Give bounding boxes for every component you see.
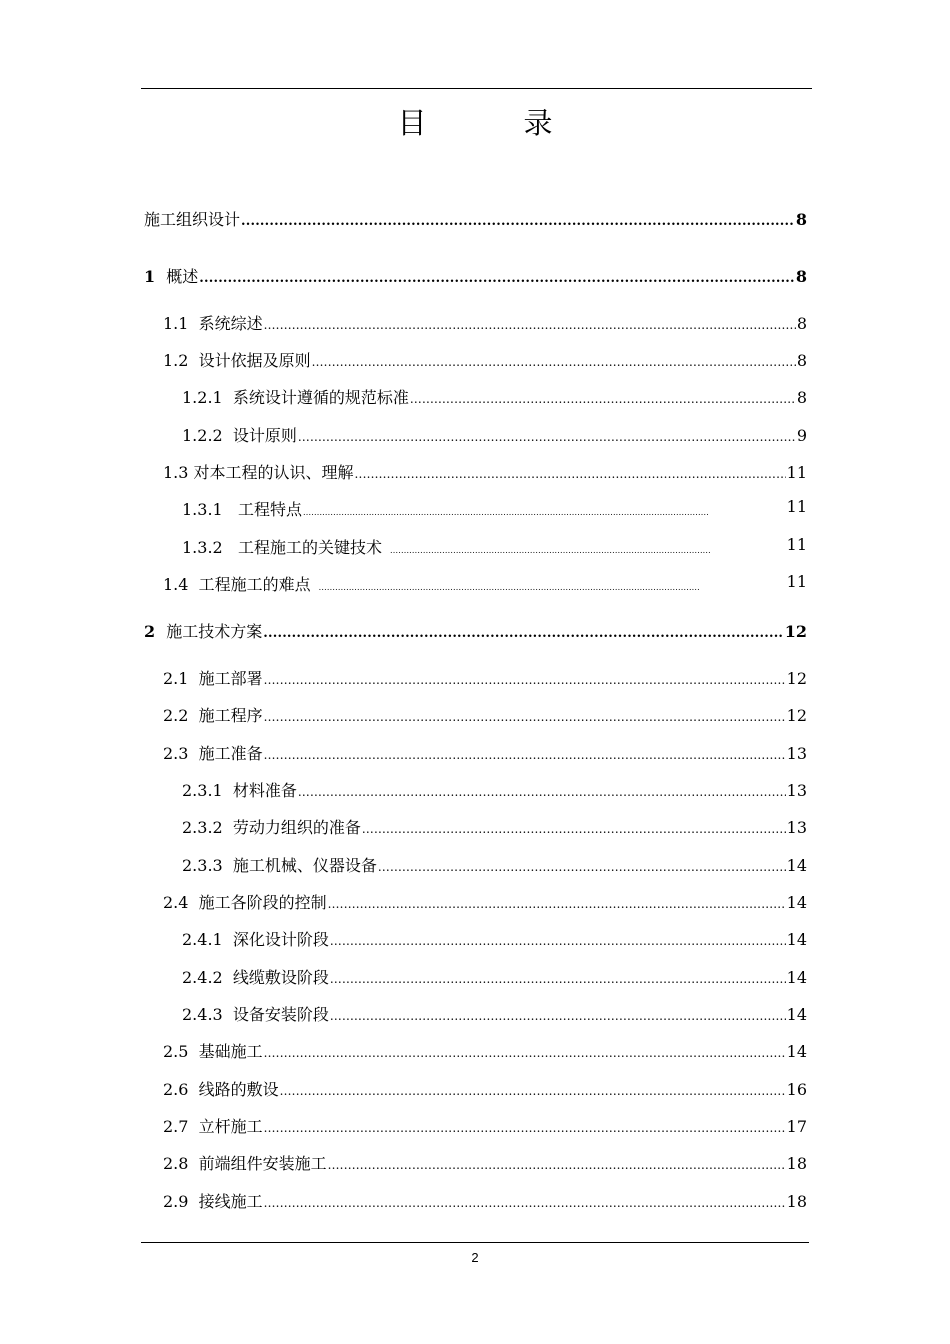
toc-entry-page: 18 (786, 1192, 807, 1211)
toc-entry-number: 2 (144, 622, 167, 641)
toc-entry[interactable] (163, 666, 807, 690)
toc-leader (264, 318, 796, 332)
toc-entry[interactable] (182, 927, 807, 951)
toc-entry[interactable] (182, 853, 807, 877)
toc-entry-label: 工程特点 (237, 500, 302, 519)
toc-entry-page: 9 (796, 426, 807, 445)
toc-entry-label: 系统设计遵循的规范标准 (232, 388, 409, 407)
toc-leader (330, 1009, 786, 1023)
toc-entry-page: 14 (786, 893, 807, 912)
toc-leader (303, 508, 708, 517)
toc-leader (264, 673, 786, 687)
toc-entry-number: 2.3.3 (182, 856, 233, 875)
toc-entry-page: 8 (796, 351, 807, 370)
toc-entry-number: 2.7 (163, 1117, 199, 1136)
toc-entry[interactable] (182, 778, 807, 802)
toc-entry-label: 施工机械、仪器设备 (232, 856, 377, 875)
toc-leader (390, 546, 710, 555)
toc-entry[interactable] (182, 1002, 807, 1026)
toc-entry-label: 设计依据及原则 (198, 351, 311, 370)
toc-entry-page: 8 (796, 388, 807, 407)
toc-entry-label: 施工部署 (198, 669, 263, 688)
toc-entry[interactable] (163, 348, 807, 372)
page-title: 目 录 (397, 106, 587, 140)
toc-entry-number: 2.5 (163, 1042, 199, 1061)
toc-entry[interactable] (163, 1039, 807, 1063)
toc-entry-label: 材料准备 (232, 781, 297, 800)
toc-entry-page: 8 (795, 210, 807, 229)
toc-entry-page: 11 (786, 497, 807, 516)
toc-entry-label: 前端组件安装施工 (198, 1154, 327, 1173)
toc-entry-number: 2.6 (163, 1080, 199, 1099)
toc-leader (319, 583, 699, 592)
toc-entry[interactable] (163, 311, 807, 335)
toc-entry[interactable] (144, 264, 807, 288)
toc-entry[interactable] (182, 423, 807, 447)
toc-leader (264, 1121, 786, 1135)
toc-entry-label: 接线施工 (198, 1192, 263, 1211)
toc-entry[interactable] (182, 965, 807, 989)
toc-entry[interactable] (163, 1151, 807, 1175)
header-rule (141, 88, 812, 89)
toc-entry-label: 劳动力组织的准备 (232, 818, 361, 837)
toc-entry[interactable] (163, 572, 807, 596)
toc-entry-label: 概述 (166, 267, 199, 286)
toc-entry-page: 12 (786, 669, 807, 688)
toc-entry-page: 13 (786, 744, 807, 763)
toc-leader (312, 355, 796, 369)
toc-entry-number: 1.2.1 (182, 388, 233, 407)
toc-entry-label: 施工程序 (198, 706, 263, 725)
toc-entry-page: 12 (786, 706, 807, 725)
toc-entry-page: 14 (786, 968, 807, 987)
toc-entry-page: 11 (786, 463, 807, 482)
toc-leader (330, 934, 786, 948)
toc-entry-label: 线路的敷设 (198, 1080, 279, 1099)
toc-entry-number: 1.3.1 (182, 500, 238, 519)
toc-entry-label: 对本工程的认识、理解 (193, 463, 354, 482)
toc-entry-label: 工程施工的难点 (198, 575, 311, 594)
toc-entry[interactable] (182, 385, 807, 409)
toc-entry-page: 13 (786, 781, 807, 800)
toc-entry-label: 设备安装阶段 (232, 1005, 329, 1024)
toc-leader (298, 430, 796, 444)
toc-entry-page: 17 (786, 1117, 807, 1136)
toc-entry-number: 2.9 (163, 1192, 199, 1211)
toc-entry-label: 设计原则 (232, 426, 297, 445)
toc-entry-number: 1.3 (163, 463, 194, 482)
toc-entry[interactable] (163, 1114, 807, 1138)
toc-entry[interactable] (163, 460, 807, 484)
toc-entry-number: 2.1 (163, 669, 199, 688)
toc-entry-number: 2.3.2 (182, 818, 233, 837)
toc-leader (330, 972, 786, 986)
toc-leader (264, 748, 786, 762)
toc-entry[interactable] (144, 207, 807, 231)
toc-entry-page: 14 (786, 1042, 807, 1061)
toc-entry[interactable] (182, 815, 807, 839)
footer-rule (141, 1242, 809, 1243)
toc-leader (264, 1046, 786, 1060)
toc-entry-label: 深化设计阶段 (232, 930, 329, 949)
toc-leader (199, 271, 795, 286)
toc-entry-number: 2.4.3 (182, 1005, 233, 1024)
toc-entry-page: 11 (786, 535, 807, 554)
toc-entry[interactable] (163, 890, 807, 914)
toc-entry-label: 施工技术方案 (166, 622, 263, 641)
toc-leader (241, 214, 795, 229)
toc-leader (378, 860, 786, 874)
toc-entry-number: 2.3 (163, 744, 199, 763)
toc-entry-number: 2.8 (163, 1154, 199, 1173)
toc-entry[interactable] (182, 535, 807, 559)
toc-leader (280, 1084, 786, 1098)
toc-leader (263, 626, 783, 641)
toc-entry-number: 2.4.1 (182, 930, 233, 949)
toc-entry-page: 18 (786, 1154, 807, 1173)
toc-entry-page: 11 (786, 572, 807, 591)
toc-leader (264, 710, 786, 724)
toc-entry-page: 8 (795, 267, 807, 286)
toc-entry-label: 施工各阶段的控制 (198, 893, 327, 912)
toc-entry-page: 14 (786, 1005, 807, 1024)
toc-entry[interactable] (163, 703, 807, 727)
toc-entry-number: 1.1 (163, 314, 199, 333)
toc-entry[interactable] (182, 497, 807, 521)
toc-entry-number: 2.4.2 (182, 968, 233, 987)
toc-entry-number: 1.3.2 (182, 538, 238, 557)
toc-entry-number: 1 (144, 267, 167, 286)
toc-entry-number: 1.4 (163, 575, 199, 594)
toc-entry[interactable] (163, 1189, 807, 1213)
toc-entry[interactable] (163, 741, 807, 765)
toc-leader (410, 392, 796, 406)
toc-entry-page: 12 (784, 622, 807, 641)
toc-leader (328, 1158, 786, 1172)
toc-entry-label: 系统综述 (198, 314, 263, 333)
toc-entry-page: 14 (786, 856, 807, 875)
toc-entry-page: 14 (786, 930, 807, 949)
toc-entry-number: 1.2.2 (182, 426, 233, 445)
toc-leader (362, 822, 786, 836)
toc-leader (355, 467, 786, 481)
toc-entry-label: 基础施工 (198, 1042, 263, 1061)
toc-entry-label: 立杆施工 (198, 1117, 263, 1136)
toc-entry-label: 施工组织设计 (144, 210, 241, 229)
page-number: 2 (471, 1250, 479, 1265)
toc-entry-page: 13 (786, 818, 807, 837)
toc-entry-number: 2.4 (163, 893, 199, 912)
toc-leader (328, 897, 786, 911)
toc-entry-number: 1.2 (163, 351, 199, 370)
toc-entry-number: 2.2 (163, 706, 199, 725)
toc-entry[interactable] (144, 619, 807, 643)
toc-entry-page: 8 (796, 314, 807, 333)
toc-entry-label: 工程施工的关键技术 (237, 538, 382, 557)
toc-leader (264, 1196, 786, 1210)
toc-leader (298, 785, 786, 799)
toc-entry-label: 施工准备 (198, 744, 263, 763)
toc-entry[interactable] (163, 1077, 807, 1101)
toc-entry-page: 16 (786, 1080, 807, 1099)
toc-entry-label: 线缆敷设阶段 (232, 968, 329, 987)
toc-entry-number: 2.3.1 (182, 781, 233, 800)
